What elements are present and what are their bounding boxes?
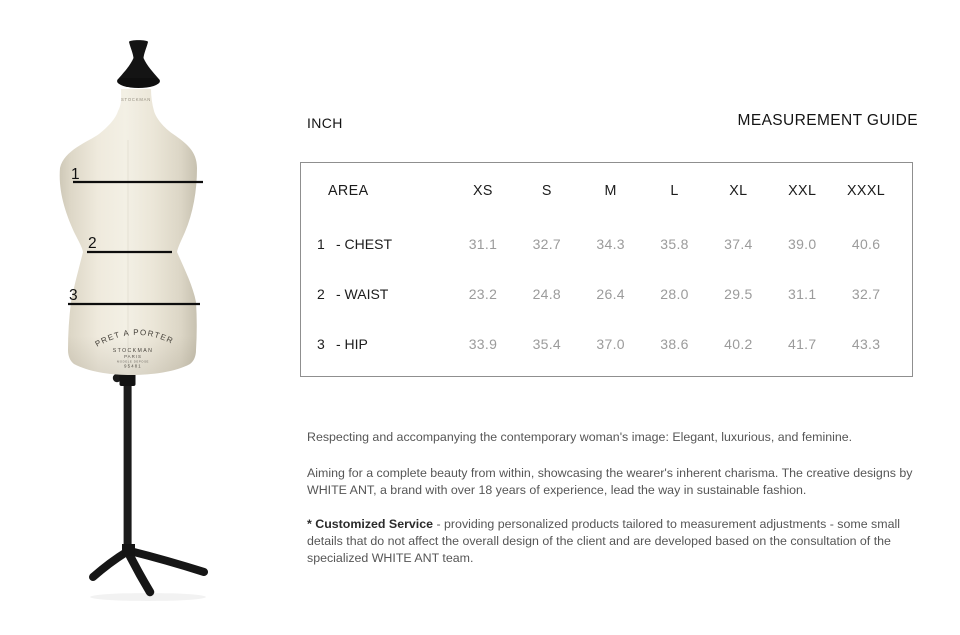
row-number: 3 — [317, 336, 325, 352]
size-header-l: L — [670, 183, 679, 199]
stand-pole — [124, 366, 132, 552]
paragraph-image — [307, 429, 947, 446]
chest-value-l: 35.8 — [660, 236, 689, 252]
row-number: 1 — [317, 236, 325, 252]
stamp-line-number: 95481 — [124, 363, 142, 369]
hip-value-m: 37.0 — [596, 336, 625, 352]
chest-value-s: 32.7 — [532, 236, 562, 252]
page-title: MEASUREMENT GUIDE — [737, 112, 918, 129]
size-header-xl: XL — [729, 183, 748, 199]
marker-2: 2 — [88, 235, 97, 252]
waist-value-l: 28.0 — [660, 286, 689, 302]
hip-value-xxl: 41.7 — [788, 336, 817, 352]
customized-service-label: * Customized Service — [307, 516, 434, 531]
hip-value-xl: 40.2 — [724, 336, 753, 352]
chest-value-xs: 31.1 — [468, 236, 498, 252]
size-header-m: M — [604, 183, 617, 199]
stamp-line-stockman: STOCKMAN — [112, 348, 154, 354]
chest-value-xxxl: 40.6 — [851, 236, 881, 252]
paragraph-customized-service — [307, 516, 947, 568]
waist-value-xxl: 31.1 — [788, 286, 817, 302]
hip-value-xs: 33.9 — [468, 336, 498, 352]
hip-value-xxxl: 43.3 — [851, 336, 881, 352]
stand-base — [93, 551, 204, 592]
copy-line — [307, 517, 900, 531]
row-label-waist — [301, 286, 451, 302]
waist-value-s: 24.8 — [532, 286, 562, 302]
copy-line: Respecting and accompanying the contemporary woman's image: Elegant, luxurious, and feminine. — [307, 430, 853, 444]
stamp-arc-text: PRET A PORTER — [93, 327, 176, 349]
chest-value-m: 34.3 — [596, 236, 625, 252]
row-area-name: - CHEST — [336, 236, 392, 252]
row-area-name: - HIP — [336, 336, 368, 352]
row-label-chest — [301, 236, 451, 252]
size-header-xs: XS — [472, 183, 493, 199]
copy-line: specialized WHITE ANT team. — [307, 551, 474, 566]
unit-label: INCH — [307, 115, 343, 131]
size-table — [300, 162, 913, 377]
paragraph-brand — [307, 465, 947, 499]
table-row-waist — [301, 269, 912, 319]
table-row-chest — [301, 219, 912, 269]
size-header-s: S — [541, 183, 552, 199]
neck-stamp: STOCKMAN — [120, 97, 152, 102]
size-table-header-row — [301, 163, 912, 219]
finial-knob — [119, 40, 158, 78]
waist-value-m: 26.4 — [596, 286, 625, 302]
row-area-name: - WAIST — [336, 286, 389, 302]
copy-line: details that do not affect the overall design of the client and are developed based on the consultation of the — [307, 533, 891, 548]
hip-value-s: 35.4 — [532, 336, 562, 352]
size-header-xxxl: XXXL — [847, 183, 886, 199]
stamp-line-model: MODELE DEPOSE — [116, 359, 150, 364]
chest-value-xl: 37.4 — [724, 236, 753, 252]
copy-text: - providing personalized products tailored to measurement adjustments - some small — [433, 516, 900, 531]
brand-copy — [307, 429, 947, 586]
dress-form-illustration — [0, 0, 260, 635]
waist-value-xs: 23.2 — [468, 286, 498, 302]
hip-value-l: 38.6 — [660, 336, 689, 352]
marker-3: 3 — [69, 287, 78, 304]
table-row-hip — [301, 319, 912, 369]
pole-hub — [122, 544, 135, 556]
area-column-header: AREA — [328, 183, 369, 199]
stamp-line-paris: PARIS — [124, 354, 142, 359]
waist-value-xl: 29.5 — [724, 286, 753, 302]
copy-line: Aiming for a complete beauty from within, showcasing the wearer's inherent charisma. The creative designs by — [307, 466, 913, 481]
marker-1: 1 — [71, 166, 80, 183]
row-number: 2 — [317, 286, 325, 302]
row-label-hip — [301, 336, 451, 352]
chest-value-xxl: 39.0 — [788, 236, 817, 252]
size-header-xxl: XXL — [788, 183, 817, 199]
waist-value-xxxl: 32.7 — [851, 286, 881, 302]
copy-line: WHITE ANT, a brand with over 18 years of experience, lead the way in sustainable fashion. — [307, 483, 807, 498]
